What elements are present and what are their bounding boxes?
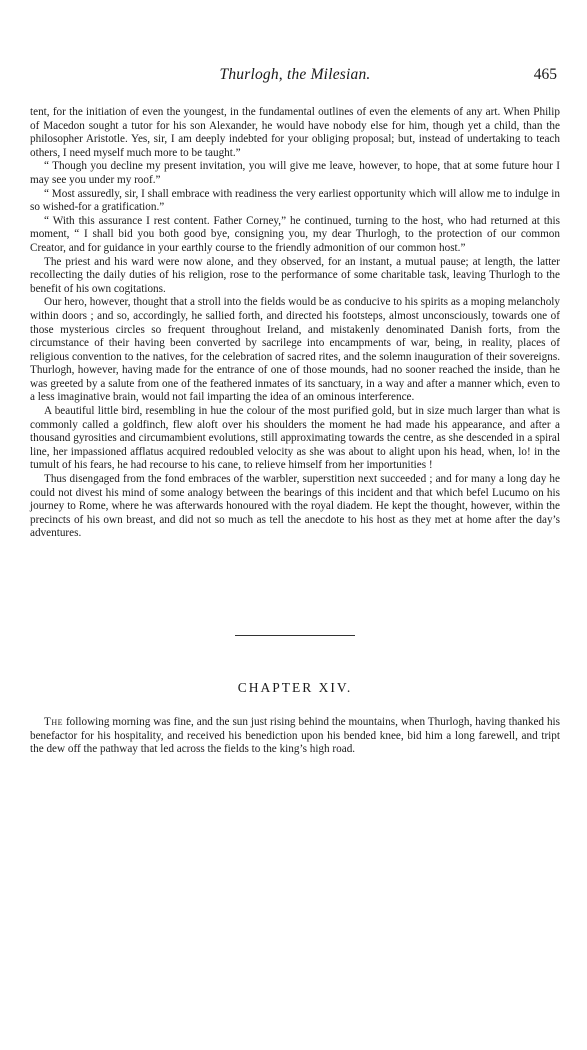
body-text [30,106,560,541]
paragraph: A beautiful little bird, resembling in hue the colour of the most purified gold, but in size much larger than what is commonly called a goldfinch, flew aloft over his shoulders the moment he had made his appearance, and after a thousand gyrosities and circumambient evolutions, still approximating towards the centre, as she descended in a spiral line, her impassioned afflatus acquired redoubled velocity as she was about to alight upon his head, when, lo! in the tumult of his fears, he had recourse to his cane, to relieve himself from her importunities ! [30,405,560,472]
chapter-heading: CHAPTER XIV. [237,680,353,695]
chapter-text [30,716,560,757]
chapter-first-word: The [44,716,63,728]
paragraph: tent, for the initiation of even the youngest, in the fundamental outlines of even the elements of any art. When Philip of Macedon sought a tutor for his son Alexander, he would have nobody else for him, though yet a child, than the philosopher Aristotle. Yes, sir, I am deeply indebted for your obliging proposal; but, instead of undertaking to teach others, I need myself much more to be taught.” [30,106,560,159]
section-divider [235,635,355,636]
running-title: Thurlogh, the Milesian. [219,66,371,83]
chapter-opening-paragraph [30,716,560,757]
running-head [30,66,560,94]
paragraph: The priest and his ward were now alone, and they observed, for an instant, a mutual pause; at length, the latter recollecting the daily duties of his religion, rose to the performance of some charitable task, leaving Thurlogh to the benefit of his own cogitations. [30,255,560,295]
paragraph: Thus disengaged from the fond embraces of the warbler, superstition next succeeded ; and for many a long day he could not divest his mind of some analogy between the bearings of this incident and that which befel Lucumo on his journey to Rome, where he was afterwards honoured with the royal diadem. He kept the thought, however, within the precincts of his own breast, and did not so much as tell the anecdote to his host as they met at home after the day’s adventures. [30,473,560,540]
book-page [30,0,560,1050]
paragraph: Our hero, however, thought that a stroll into the fields would be as conducive to his spirits as a moping melancholy within doors ; and so, accordingly, he sallied forth, and directed his footsteps, almost unconsciously, towards one of those mysterious circles so frequent throughout Ireland, and mistakenly denominated Danish forts, from the circumstance of their having been converted by sacrilege into encampments of war, being, in reality, places of religious convention to the natives, for the celebration of sacred rites, and the solemn inauguration of their sovereigns. Thurlogh, however, having made for the entrance of one of those mounds, had no sooner reached the inside, than he was greeted by a salute from one of the feathered inmates of its sanctuary, in a way and after a manner which, even to a less imaginative brain, would not fail imparting the idea of an ominous interference. [30,296,560,404]
paragraph: “ With this assurance I rest content. Father Corney,” he continued, turning to the host, who had returned at this moment, “ I shall bid you both good bye, consigning you, my dear Thurlogh, to the protection of our common Creator, and for guidance in your earthly course to the friendly admonition of our common host.” [30,214,560,254]
paragraph: “ Though you decline my present invitation, you will give me leave, however, to hope, that at some future hour I may see you under my roof.” [30,160,560,186]
chapter-opening-text: following morning was fine, and the sun just rising behind the mountains, when Thurlogh, having thanked his benefactor for his hospitality, and received his benediction upon his bended knee, bid him a long farewell, and tript the dew off the pathway that led across the fields to the king’s high road. [30,716,560,756]
paragraph: “ Most assuredly, sir, I shall embrace with readiness the very earliest opportunity which will allow me to indulge in so wished-for a gratification.” [30,187,560,214]
page-number: 465 [533,66,557,83]
